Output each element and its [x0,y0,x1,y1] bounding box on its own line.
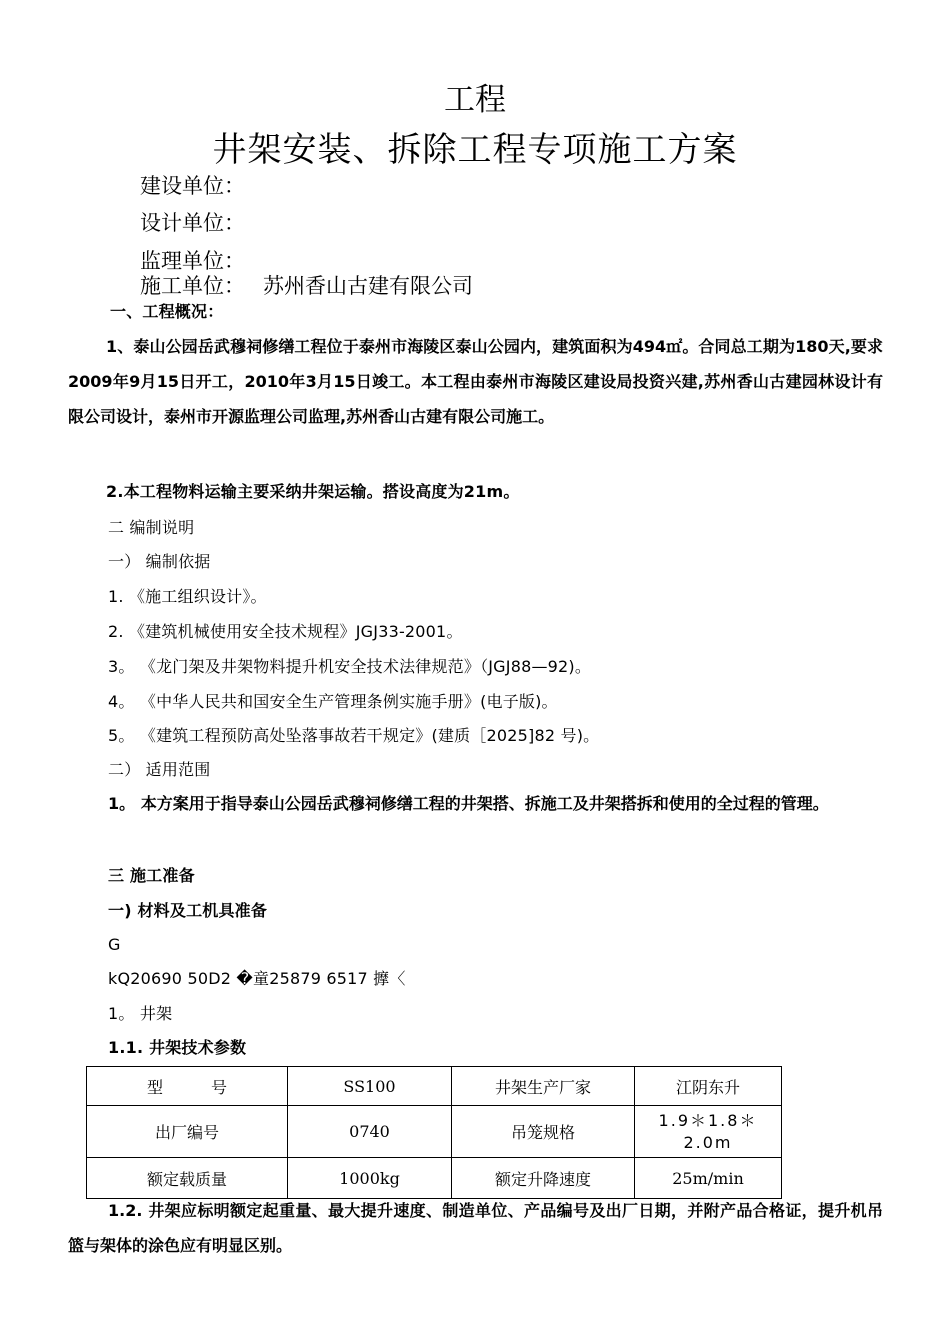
reference-item: 5。 《建筑工程预防高处坠落事故若干规定》(建质［2025]82 号)。 [108,726,600,745]
table-cell: 型 号 [87,1067,288,1106]
reference-item: 1. 《施工组织设计》。 [108,587,267,606]
garbled-text: G [108,935,121,954]
table-cell: 出厂编号 [87,1106,288,1158]
paragraph-scope: 1。 本方案用于指导泰山公园岳武穆祠修缮工程的井架搭、拆施工及井架搭拆和使用的全过程的管理。 [108,794,829,813]
section-heading-overview: 一、工程概况： [110,302,224,321]
unit-label: 设计单位： [140,211,245,235]
cage-spec-line1: 1.9＊1.8＊ [658,1110,758,1130]
table-cell: 25m/min [635,1158,782,1199]
table-cell: 井架生产厂家 [452,1067,635,1106]
table-cell: 吊笼规格 [452,1106,635,1158]
unit-supervision [140,247,263,275]
subheading-scope: 二） 适用范围 [108,760,211,779]
table-cell: 1000kg [288,1158,452,1199]
subheading-materials: 一) 材料及工机具准备 [108,901,268,920]
paragraph-transport: 2.本工程物料运输主要采纳井架运输。搭设高度为21m。 [106,482,520,501]
table-cell: 额定载质量 [87,1158,288,1199]
paragraph-overview: 1、泰山公园岳武穆祠修缮工程位于泰州市海陵区泰山公园内，建筑面积为494㎡。合同总工期为180天,要求2009年9月15日开工，2010年3月15日竣工。本工程由泰州市海陵区建设局投资兴建,苏州香山古建园林设计有限公司设计，泰州市开源监理公司监理,苏州香山古建有限公司施工。 [68,337,883,426]
table-cell: 0740 [288,1106,452,1158]
unit-label: 建设单位： [140,174,245,198]
item-derrick: 1。 井架 [108,1004,173,1023]
section-heading-compile: 二 编制说明 [108,518,195,537]
table-cell: 额定升降速度 [452,1158,635,1199]
item-derrick-params: 1.1. 井架技术参数 [108,1038,247,1057]
cage-spec-line2: 2.0m [683,1132,733,1152]
table-row [87,1106,782,1158]
table-row [87,1067,782,1106]
page-title-main: 井架安装、拆除工程专项施工方案 [212,130,738,170]
unit-contractor [140,272,473,300]
table-cell: SS100 [288,1067,452,1106]
subheading-basis: 一） 编制依据 [108,552,211,571]
section-heading-preparation: 三 施工准备 [108,866,195,885]
unit-construction [140,172,263,200]
garbled-text: kQ20690 50D2 �童25879 6517 擵〈 [108,969,406,988]
reference-item: 2. 《建筑机械使用安全技术规程》JGJ33-2001。 [108,622,463,641]
unit-design [140,209,263,237]
paragraph-derrick-marking: 1.2. 井架应标明额定起重量、最大提升速度、制造单位、产品编号及出厂日期，并附产品合格证，提升机吊篮与架体的涂色应有明显区别。 [68,1201,883,1255]
unit-label: 施工单位： [140,274,245,298]
reference-item: 4。 《中华人民共和国安全生产管理条例实施手册》(电子版)。 [108,692,558,711]
table-cell-cage-spec [635,1106,782,1158]
unit-value: 苏州香山古建有限公司 [263,274,473,298]
unit-label: 监理单位： [140,249,245,273]
page-title-project: 工程 [444,82,506,118]
derrick-parameter-table [86,1066,782,1199]
reference-item: 3。 《龙门架及井架物料提升机安全技术法律规范》（JGJ88—92)。 [108,657,592,676]
table-cell: 江阴东升 [635,1067,782,1106]
